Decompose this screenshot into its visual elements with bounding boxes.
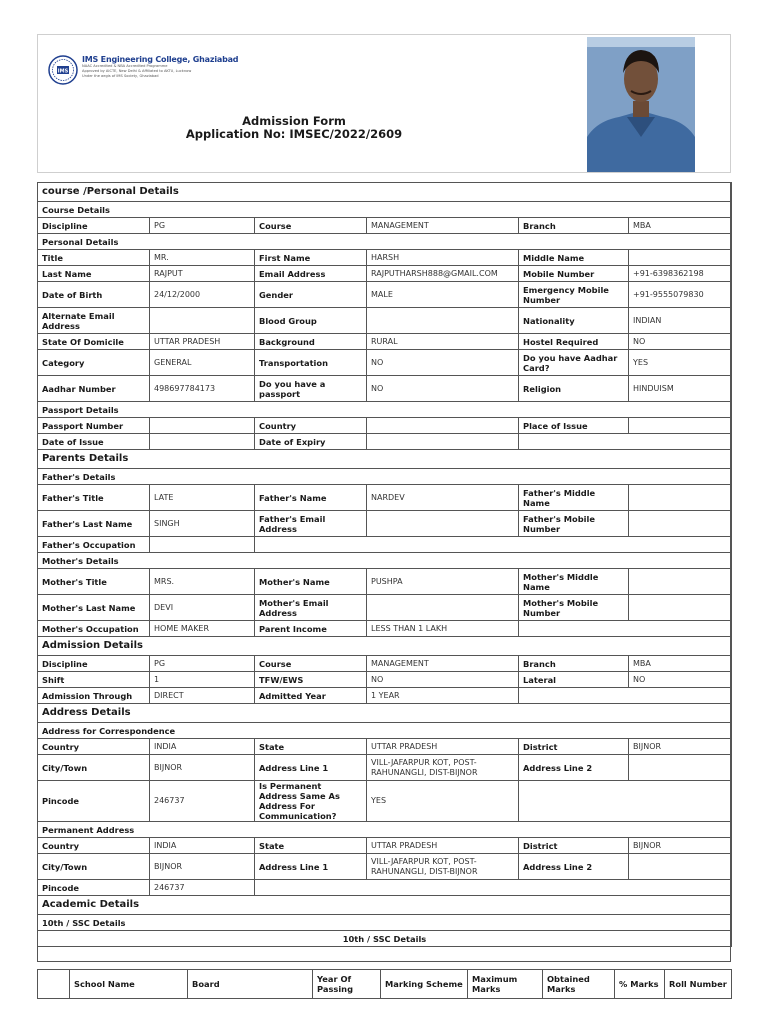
field-label: Address Line 1 [255, 755, 367, 781]
field-value: 1 YEAR [367, 688, 519, 704]
subsection-row [38, 402, 732, 418]
field-label: Hostel Required [519, 334, 629, 350]
table-row [38, 672, 732, 688]
field-value: UTTAR PRADESH [367, 739, 519, 755]
field-label: Pincode [38, 880, 150, 896]
subsection-row [38, 931, 732, 947]
column-header: Board [188, 970, 313, 999]
field-label: State [255, 838, 367, 854]
field-label: Alternate Email Address [38, 308, 150, 334]
field-value: NO [367, 350, 519, 376]
table-row [38, 739, 732, 755]
field-label: District [519, 739, 629, 755]
field-value: GENERAL [150, 350, 255, 376]
form-title-block [38, 115, 550, 141]
subsection-row [38, 553, 732, 569]
field-label: State [255, 739, 367, 755]
section-course-personal: course /Personal Details [38, 183, 732, 202]
field-label: Father's Email Address [255, 511, 367, 537]
table-row [38, 485, 732, 511]
subsection-correspondence: Address for Correspondence [38, 723, 732, 739]
subsection-fathers-details: Father's Details [38, 469, 732, 485]
table-row [38, 511, 732, 537]
subsection-course-details: Course Details [38, 202, 732, 218]
field-value [367, 418, 519, 434]
field-label: City/Town [38, 755, 150, 781]
subsection-row [38, 822, 732, 838]
column-header [38, 970, 70, 999]
table-row [38, 569, 732, 595]
field-label: First Name [255, 250, 367, 266]
subsection-row [38, 723, 732, 739]
field-label: Shift [38, 672, 150, 688]
field-value: BIJNOR [629, 739, 732, 755]
applicant-photo [587, 37, 695, 172]
section-academic: Academic Details [38, 896, 732, 915]
field-value [629, 418, 732, 434]
field-value: NARDEV [367, 485, 519, 511]
field-value: 1 [150, 672, 255, 688]
field-label: Mother's Occupation [38, 621, 150, 637]
field-label: Father's Name [255, 485, 367, 511]
field-label: Mother's Name [255, 569, 367, 595]
field-label: Pincode [38, 781, 150, 822]
table-row [38, 418, 732, 434]
field-value: RAJPUT [150, 266, 255, 282]
field-value [150, 308, 255, 334]
section-row [38, 896, 732, 915]
field-label: Date of Expiry [255, 434, 367, 450]
college-line-1: NAAC Accredited & NBA Accredited Programme [82, 64, 168, 68]
field-label: Father's Mobile Number [519, 511, 629, 537]
college-seal-icon [48, 55, 78, 85]
column-header: School Name [70, 970, 188, 999]
field-label: Mother's Last Name [38, 595, 150, 621]
field-value [367, 595, 519, 621]
section-address: Address Details [38, 704, 732, 723]
field-value: MBA [629, 656, 732, 672]
field-value: DEVI [150, 595, 255, 621]
column-header: Maximum Marks [468, 970, 543, 999]
field-label: Transportation [255, 350, 367, 376]
table-row [38, 250, 732, 266]
column-header: % Marks [615, 970, 665, 999]
form-title: Admission Form [242, 114, 346, 128]
table-row [38, 755, 732, 781]
field-label: Middle Name [519, 250, 629, 266]
section-row [38, 637, 732, 656]
field-label: Religion [519, 376, 629, 402]
field-value [629, 485, 732, 511]
table-row [38, 350, 732, 376]
field-value: PG [150, 218, 255, 234]
table-row [38, 376, 732, 402]
field-value: INDIAN [629, 308, 732, 334]
table-row [38, 537, 732, 553]
ssc-table-caption: 10th / SSC Details [38, 931, 732, 947]
table-row [38, 334, 732, 350]
field-value: RAJPUTHARSH888@GMAIL.COM [367, 266, 519, 282]
application-number: Application No: IMSEC/2022/2609 [185, 127, 403, 141]
column-header: Marking Scheme [381, 970, 468, 999]
field-label: State Of Domicile [38, 334, 150, 350]
field-value: UTTAR PRADESH [367, 838, 519, 854]
field-value: BIJNOR [150, 854, 255, 880]
table-row [38, 218, 732, 234]
field-value: DIRECT [150, 688, 255, 704]
field-value: MANAGEMENT [367, 656, 519, 672]
field-value: NO [629, 672, 732, 688]
field-value [629, 595, 732, 621]
field-label: District [519, 838, 629, 854]
field-value [629, 755, 732, 781]
field-label: Background [255, 334, 367, 350]
field-value [367, 308, 519, 334]
field-label: Course [255, 656, 367, 672]
field-label: Address Line 2 [519, 854, 629, 880]
empty-cell [255, 880, 732, 896]
college-logo [48, 55, 288, 87]
field-label: Address Line 2 [519, 755, 629, 781]
subsection-row [38, 202, 732, 218]
field-value: +91-9555079830 [629, 282, 732, 308]
table-row [38, 880, 732, 896]
field-value: HARSH [367, 250, 519, 266]
field-value: NO [367, 672, 519, 688]
field-value: MALE [367, 282, 519, 308]
field-label: Do you have Aadhar Card? [519, 350, 629, 376]
field-value [150, 418, 255, 434]
field-label: Mother's Title [38, 569, 150, 595]
field-label: Father's Title [38, 485, 150, 511]
details-table [37, 182, 732, 947]
field-label: Blood Group [255, 308, 367, 334]
section-row [38, 704, 732, 723]
table-row [38, 838, 732, 854]
field-value [150, 434, 255, 450]
field-label: Mother's Mobile Number [519, 595, 629, 621]
table-row [38, 781, 732, 822]
field-value [629, 854, 732, 880]
field-label: Date of Issue [38, 434, 150, 450]
field-value: VILL-JAFARPUR KOT, POST-RAHUNANGLI, DIST-BIJNOR [367, 755, 519, 781]
section-row [38, 183, 732, 202]
empty-cell [519, 434, 732, 450]
college-name: IMS Engineering College, Ghaziabad [82, 55, 239, 64]
field-label: Passport Number [38, 418, 150, 434]
empty-cell [519, 688, 732, 704]
field-label: Branch [519, 656, 629, 672]
subsection-passport-details: Passport Details [38, 402, 732, 418]
table-row [38, 854, 732, 880]
field-value: VILL-JAFARPUR KOT, POST-RAHUNANGLI, DIST-BIJNOR [367, 854, 519, 880]
field-value: 246737 [150, 781, 255, 822]
field-value: 24/12/2000 [150, 282, 255, 308]
field-value: HINDUISM [629, 376, 732, 402]
field-value [629, 511, 732, 537]
field-label: City/Town [38, 854, 150, 880]
column-header: Year Of Passing [313, 970, 381, 999]
empty-cell [255, 537, 732, 553]
field-value: LESS THAN 1 LAKH [367, 621, 519, 637]
table-row [38, 282, 732, 308]
field-label: Mobile Number [519, 266, 629, 282]
field-value: INDIA [150, 739, 255, 755]
field-value: MBA [629, 218, 732, 234]
empty-cell [519, 621, 732, 637]
field-label: Course [255, 218, 367, 234]
field-value: 246737 [150, 880, 255, 896]
field-value: RURAL [367, 334, 519, 350]
field-label: Branch [519, 218, 629, 234]
field-label: Discipline [38, 656, 150, 672]
subsection-ssc: 10th / SSC Details [38, 915, 732, 931]
field-label: Date of Birth [38, 282, 150, 308]
marks-table [37, 969, 732, 999]
college-line-2: Approved by AICTE, New Delhi & Affiliated to AKTU, Lucknow [82, 69, 192, 73]
section-admission: Admission Details [38, 637, 732, 656]
field-label: Gender [255, 282, 367, 308]
field-value: HOME MAKER [150, 621, 255, 637]
field-value: NO [367, 376, 519, 402]
table-row [38, 595, 732, 621]
field-label: Lateral [519, 672, 629, 688]
form-header [37, 34, 731, 173]
field-value [367, 434, 519, 450]
field-value: MRS. [150, 569, 255, 595]
marks-header-row [38, 970, 732, 999]
field-value: YES [367, 781, 519, 822]
field-label: Admitted Year [255, 688, 367, 704]
field-value: MR. [150, 250, 255, 266]
svg-text:IMS: IMS [57, 68, 69, 75]
field-label: Father's Middle Name [519, 485, 629, 511]
empty-cell [519, 781, 732, 822]
field-label: Place of Issue [519, 418, 629, 434]
field-label: Parent Income [255, 621, 367, 637]
column-header: Roll Number [665, 970, 732, 999]
table-row [38, 656, 732, 672]
field-label: Mother's Middle Name [519, 569, 629, 595]
field-label: Do you have a passport [255, 376, 367, 402]
field-label: Country [38, 739, 150, 755]
section-row [38, 450, 732, 469]
field-label: Father's Last Name [38, 511, 150, 537]
field-value [367, 511, 519, 537]
field-value: INDIA [150, 838, 255, 854]
field-value: NO [629, 334, 732, 350]
table-row [38, 308, 732, 334]
field-label: Category [38, 350, 150, 376]
field-label: Country [255, 418, 367, 434]
table-row [38, 688, 732, 704]
field-label: Mother's Email Address [255, 595, 367, 621]
field-value: MANAGEMENT [367, 218, 519, 234]
field-value [150, 537, 255, 553]
college-line-3: Under the aegis of IMS Society, Ghaziabad [82, 74, 159, 78]
field-value: BIJNOR [150, 755, 255, 781]
subsection-personal-details: Personal Details [38, 234, 732, 250]
subsection-row [38, 234, 732, 250]
field-value [629, 250, 732, 266]
subsection-row [38, 469, 732, 485]
section-parents: Parents Details [38, 450, 732, 469]
subsection-row [38, 915, 732, 931]
field-label: Title [38, 250, 150, 266]
field-value: SINGH [150, 511, 255, 537]
field-label: Country [38, 838, 150, 854]
field-value: 498697784173 [150, 376, 255, 402]
table-row [38, 266, 732, 282]
field-label: Aadhar Number [38, 376, 150, 402]
field-label: Admission Through [38, 688, 150, 704]
field-label: TFW/EWS [255, 672, 367, 688]
field-label: Father's Occupation [38, 537, 150, 553]
field-value: +91-6398362198 [629, 266, 732, 282]
table-row [38, 621, 732, 637]
column-header: Obtained Marks [543, 970, 615, 999]
field-label: Emergency Mobile Number [519, 282, 629, 308]
field-value: LATE [150, 485, 255, 511]
field-value: PG [150, 656, 255, 672]
field-label: Last Name [38, 266, 150, 282]
field-label: Address Line 1 [255, 854, 367, 880]
field-value: PUSHPA [367, 569, 519, 595]
field-value: BIJNOR [629, 838, 732, 854]
subsection-mothers-details: Mother's Details [38, 553, 732, 569]
field-label: Email Address [255, 266, 367, 282]
field-value: YES [629, 350, 732, 376]
field-value [629, 569, 732, 595]
table-row [38, 434, 732, 450]
field-label: Discipline [38, 218, 150, 234]
field-label: Nationality [519, 308, 629, 334]
field-value: UTTAR PRADESH [150, 334, 255, 350]
field-label: Is Permanent Address Same As Address For Communication? [255, 781, 367, 822]
subsection-permanent: Permanent Address [38, 822, 732, 838]
